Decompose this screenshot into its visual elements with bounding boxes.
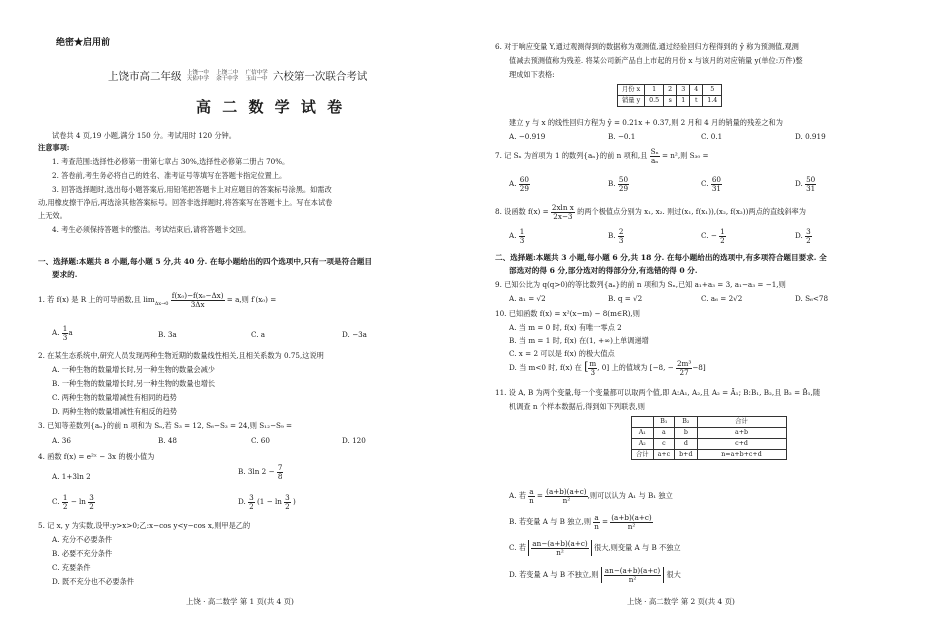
question-6-stem: 值减去预测值称为残差. 将某公司新产品自上市起的月份 x 与该月的对应销量 y(单位:万件)整 <box>509 56 803 65</box>
table-cell: a <box>653 427 675 438</box>
question-10-stem: 10. 已知函数 f(x) = x²(x−m) − 8(m∈R),则 <box>495 309 640 318</box>
option-fraction <box>528 488 534 504</box>
exam-title <box>108 70 367 83</box>
fraction-denominator: 2 <box>720 235 725 245</box>
question-11-stem: 11. 设 A, B 为两个变量,每一个变量都可以取两个值,即 A:A₁, A₂,且 A₂ = Ā₁; B:B₁, B₂,且 B₂ = B̄₁,随 <box>495 388 821 397</box>
option-letter: A. <box>509 179 517 189</box>
table-cell: 4 <box>690 85 703 96</box>
fraction-numerator: 60 <box>519 175 529 184</box>
question-7-option-a[interactable] <box>509 176 530 192</box>
fraction-denominator: 2 <box>806 235 811 245</box>
option-letter: B. 若变量 A 与 B 独立,则 <box>509 517 592 527</box>
table-row <box>618 85 722 96</box>
q7-stem-b: = n²,则 S₃₀ = <box>662 151 709 161</box>
option-letter: B. <box>608 179 616 189</box>
fraction-numerator: 2xln x <box>551 203 574 212</box>
question-8-stem <box>495 204 806 220</box>
school-name: 玉山一中 <box>245 76 268 83</box>
option-fraction <box>588 360 597 376</box>
fraction-numerator: 60 <box>711 175 721 184</box>
option-letter: A. <box>52 328 60 338</box>
fraction-denominator: 2 <box>62 501 68 511</box>
question-11-option-d[interactable] <box>509 567 681 583</box>
option-fraction <box>519 176 530 192</box>
question-7-option-d[interactable] <box>795 176 816 192</box>
table-cell: A₁ <box>632 427 654 438</box>
option-text: −8] <box>692 363 706 373</box>
question-10-option-a[interactable]: A. 当 m = 0 时, f(x) 有唯一零点 2 <box>509 323 622 332</box>
table-cell: A₂ <box>632 438 654 449</box>
school-group-3 <box>246 70 268 83</box>
option-text: (1 − ln <box>256 497 282 507</box>
question-3-stem: 3. 已知等差数列{aₙ}的前 n 项和为 Sₙ,若 S₃ = 12, S₆−S₃ = 24,则 S₁₂−S₉ = <box>38 421 293 430</box>
table-cell: s <box>664 95 677 106</box>
note-line: 上无效。 <box>38 211 67 220</box>
option-fraction <box>719 228 726 244</box>
table-cell: 1 <box>677 95 690 106</box>
question-4-option-c[interactable] <box>52 494 95 510</box>
q8-fraction <box>551 204 575 220</box>
page-footer-right: 上饶 · 高二数学 第 2 页(共 4 页) <box>627 597 735 606</box>
option-fraction <box>545 488 587 504</box>
question-10-option-c[interactable]: C. x = 2 可以是 f(x) 的极大值点 <box>509 349 615 358</box>
question-7-option-b[interactable] <box>608 176 629 192</box>
fraction-numerator: (a+b)(a+c) <box>546 487 587 496</box>
fraction-denominator: 31 <box>806 183 816 193</box>
question-10-option-b[interactable]: B. 当 m = 1 时, f(x) 在(1, +∞)上单调递增 <box>509 336 649 345</box>
option-letter: A. 若 <box>509 491 526 501</box>
q1-stem-a: 1. 若 f(x) 是 R 上的可导函数,且 lim <box>38 295 155 305</box>
page-footer-left: 上饶 · 高二数学 第 1 页(共 4 页) <box>186 597 294 606</box>
q1-lim-sub: Δx→0 <box>154 301 169 308</box>
question-1-option-a[interactable] <box>52 325 73 341</box>
fraction-numerator: 1 <box>62 493 68 502</box>
section-heading: 二、选择题:本题共 3 小题,每小题 6 分,共 18 分. 在每小题给出的选项中,有多项符合题目要求. 全 <box>495 253 827 262</box>
option-fraction <box>618 176 629 192</box>
option-text: , 0] 上的值域为 [−8, − <box>597 363 674 373</box>
fraction-denominator: 29 <box>618 183 629 193</box>
fraction-denominator: 2 <box>285 501 290 511</box>
fraction-numerator: a <box>594 513 599 522</box>
fraction-numerator: an−(a+b)(a+c) <box>604 566 661 575</box>
table-cell: 合计 <box>632 449 654 460</box>
left-column <box>38 0 463 631</box>
question-2-option-b[interactable]: B. 一种生物的数量增长时,另一种生物的数量也增长 <box>52 379 216 388</box>
q1-fraction <box>171 292 225 308</box>
question-4-option-d[interactable] <box>238 494 296 510</box>
question-4-stem: 4. 函数 f(x) = e²ˣ − 3x 的极小值为 <box>38 452 155 461</box>
option-fraction <box>610 514 652 530</box>
question-6-stem: 建立 y 与 x 的线性回归方程为 ŷ = 0.21x + 0.37,则 2 月和 4 月的销量的残差之和为 <box>509 118 783 127</box>
fraction-numerator: 3 <box>806 227 811 236</box>
q7-fraction <box>650 148 660 164</box>
fraction-numerator: 3 <box>89 493 94 502</box>
fraction-denominator: 2 <box>89 501 94 511</box>
question-7-stem <box>495 148 709 164</box>
question-4-option-a[interactable]: A. 1+3ln 2 <box>52 472 91 481</box>
table-cell: 5 <box>703 85 722 96</box>
option-fraction <box>519 228 526 244</box>
right-column <box>495 0 920 631</box>
question-6-option-d[interactable]: D. 0.919 <box>795 132 826 141</box>
section-heading: 部选对的得 6 分,部分选对的得部分分,有选错的得 0 分. <box>509 266 698 275</box>
question-9-option-d[interactable]: D. S₆<78 <box>795 294 829 303</box>
fraction-numerator: m <box>589 359 597 368</box>
question-1-option-b[interactable]: B. 3a <box>158 330 177 339</box>
option-fraction <box>805 176 816 192</box>
option-fraction <box>531 540 588 556</box>
question-3-option-a[interactable]: A. 36 <box>52 436 71 445</box>
exam-title-suffix: 六校第一次联合考试 <box>272 70 368 83</box>
fraction-numerator: 50 <box>618 175 629 184</box>
q8-stem-a: 8. 设函数 f(x) = <box>495 207 549 217</box>
question-6-stem: 理成如下表格: <box>509 70 555 79</box>
option-text: 很大,则变量 A 与 B 不独立 <box>594 543 681 553</box>
table-row <box>632 449 787 460</box>
question-8-option-c[interactable] <box>701 228 726 244</box>
table-cell: a+c <box>653 449 675 460</box>
table-cell: t <box>690 95 703 106</box>
fraction-denominator: n² <box>562 495 571 505</box>
question-7-option-c[interactable] <box>701 176 722 192</box>
option-letter: C. − <box>701 231 717 241</box>
fraction-denominator: 3 <box>590 367 596 377</box>
option-fraction <box>711 176 722 192</box>
table-row <box>632 427 787 438</box>
fraction-denominator: n² <box>628 574 637 584</box>
table-cell: 0.5 <box>645 95 664 106</box>
fraction-numerator: f(x₀)−f(x₀−Δx) <box>171 291 224 300</box>
question-9-stem: 9. 已知公比为 q(q>0)的等比数列{aₙ}的前 n 项和为 Sₙ,已知 a₁+a₃ = 3, a₁−a₃ = −1,则 <box>495 280 786 289</box>
q8-stem-b: 的两个极值点分别为 x₁, x₂. 则过(x₁, f(x₁)),(x₂, f(x₂))两点的直线斜率为 <box>577 207 806 217</box>
option-fraction <box>593 514 599 530</box>
absolute-value <box>528 540 591 556</box>
school-group-1 <box>187 70 209 83</box>
question-11-option-c[interactable] <box>509 540 681 556</box>
option-letter: D. <box>238 497 246 507</box>
question-8-option-d[interactable] <box>795 228 812 244</box>
question-5-stem: 5. 记 x, y 为实数,设甲:y>x>0;乙:x−cos y<y−cos x,则甲是乙的 <box>38 521 251 530</box>
fraction-denominator: 2 <box>249 501 254 511</box>
option-text: 很大 <box>666 570 681 580</box>
question-3-option-d[interactable]: D. 120 <box>342 436 366 445</box>
question-1-option-c[interactable]: C. a <box>251 330 266 339</box>
question-8-option-a[interactable] <box>509 228 525 244</box>
q7-stem-a: 7. 记 Sₙ 为首项为 1 的数列{aₙ}的前 n 项和,且 <box>495 151 648 161</box>
note-line: 3. 回答选择题时,选出每小题答案后,用铅笔把答题卡上对应题目的答案标号涂黑。如需改 <box>52 185 332 194</box>
question-11-option-b[interactable]: B. 若变量 A 与 B 独立,则 $\frac{a}{n}$ = $\frac{(a+b)(a+c)}{\text{n²}}$ <box>509 513 652 531</box>
absolute-value <box>601 567 664 583</box>
option-letter: B. 3ln 2 − <box>238 467 275 477</box>
option-text: ) <box>293 497 296 507</box>
school-name: 广信中学 <box>245 70 268 76</box>
intro-text: 试卷共 4 页,19 小题,满分 150 分。考试用时 120 分钟。 <box>52 131 236 140</box>
option-letter: D. <box>795 231 803 241</box>
school-group-2 <box>216 70 238 83</box>
table-cell: B₁ <box>653 417 675 428</box>
option-suffix: a <box>68 328 73 338</box>
secret-label: 绝密★启用前 <box>56 38 111 48</box>
table-cell: c+d <box>697 438 786 449</box>
table-cell: a+b <box>697 427 786 438</box>
table-cell: 合计 <box>697 417 786 428</box>
option-letter: C. 若 <box>509 543 526 553</box>
fraction-denominator: 2x−3 <box>553 211 573 221</box>
table-cell: n=a+b+c+d <box>697 449 786 460</box>
table-row <box>632 417 787 428</box>
question-6-stem: 6. 对于响应变量 Y,通过观测得到的数据称为观测值,通过经验回归方程得到的 ŷ 称为预测值,观测 <box>495 42 799 51</box>
question-9-option-c[interactable]: C. a₆ = 2√2 <box>701 294 743 303</box>
question-10-option-d[interactable] <box>509 360 706 376</box>
table-cell: 3 <box>677 85 690 96</box>
question-1-option-d[interactable]: D. −3a <box>342 330 367 339</box>
fraction-numerator: 50 <box>806 175 816 184</box>
fraction-denominator: 3 <box>519 235 525 245</box>
table-row <box>632 438 787 449</box>
question-11-stem: 机调查 n 个样本数据后,得到如下列联表,则 <box>509 402 645 411</box>
question-11-option-a[interactable]: A. 若 $\frac{a}{n}$ = $\frac{(a+b)(a+c)}{\text{n²}}$ ,则可以认为 A₁ 与 B₁ 独立 <box>509 487 673 505</box>
fraction-denominator: 8 <box>277 471 283 481</box>
fraction-numerator: 1 <box>720 227 725 236</box>
option-fraction <box>805 228 812 244</box>
question-5-option-a[interactable]: A. 充分不必要条件 <box>52 535 113 544</box>
fraction-numerator: 3 <box>285 493 290 502</box>
fraction-denominator: 3 <box>62 332 68 342</box>
option-letter: C. <box>701 179 709 189</box>
contingency-table <box>631 416 787 460</box>
table-row <box>618 95 722 106</box>
fraction-denominator: aₙ <box>650 155 659 165</box>
table-cell: b+d <box>675 449 697 460</box>
option-text: − ln <box>70 497 86 507</box>
exam-title-prefix: 上饶市高二年级 <box>108 70 182 83</box>
question-9-option-b[interactable]: B. q = √2 <box>608 294 643 303</box>
option-letter: D. <box>795 179 803 189</box>
option-fraction <box>676 360 692 376</box>
fraction-numerator: an−(a+b)(a+c) <box>532 539 588 548</box>
fraction-numerator: 7 <box>277 463 283 472</box>
school-name: 余干中学 <box>216 76 239 83</box>
table-cell: b <box>675 427 697 438</box>
note-line: 动,用橡皮擦干净后,再选涂其他答案标号。回答非选择题时,将答案写在答题卡上。写在本试卷 <box>38 198 333 207</box>
fraction-numerator: Sₙ <box>650 147 659 156</box>
paper-title: 高 二 数 学 试 卷 <box>196 98 346 116</box>
question-2-option-a[interactable]: A. 一种生物的数量增长时,另一种生物的数量会减少 <box>52 365 215 374</box>
table-cell: 1.4 <box>703 95 722 106</box>
option-letter: B. <box>608 231 616 241</box>
fraction-numerator: 3 <box>249 493 254 502</box>
fraction-denominator: n <box>594 521 599 531</box>
question-8-option-b[interactable] <box>608 228 624 244</box>
question-5-option-d[interactable]: D. 既不充分也不必要条件 <box>52 577 134 586</box>
section-heading: 一、选择题:本题共 8 小题,每小题 5 分,共 40 分. 在每小题给出的四个选项中,只有一项是符合题目 <box>38 257 372 266</box>
fraction-denominator: 3Δx <box>190 299 205 309</box>
sales-table <box>617 84 722 107</box>
fraction-denominator: 27 <box>679 367 689 377</box>
table-cell <box>632 417 654 428</box>
question-2-stem: 2. 在某生态系统中,研究人员发现两种生物近期的数量线性相关,且相关系数为 0.75,这说明 <box>38 351 324 360</box>
fraction-numerator: 1 <box>62 324 68 333</box>
option-text: ,则可以认为 A₁ 与 B₁ 独立 <box>587 491 673 501</box>
question-2-option-d[interactable]: D. 两种生物的数量增减性有相反的趋势 <box>52 407 178 416</box>
question-3-option-c[interactable]: C. 60 <box>251 436 270 445</box>
table-cell: 2 <box>664 85 677 96</box>
section-heading: 要求的. <box>52 270 78 279</box>
option-fraction <box>248 494 255 510</box>
fraction-numerator: (a+b)(a+c) <box>611 513 652 522</box>
note-line: 2. 答卷前,考生务必将自己的姓名、准考证号等填写在答题卡指定位置上。 <box>52 171 287 180</box>
note-line: 4. 考生必须保持答题卡的整洁。考试结束后,请将答题卡交回。 <box>52 225 251 234</box>
bracket-left: [ <box>584 360 589 374</box>
table-cell: 月份 x <box>618 85 645 96</box>
fraction-denominator: n² <box>627 521 636 531</box>
fraction-numerator: 2m³ <box>676 359 692 368</box>
school-name: 天佑中学 <box>186 76 209 83</box>
option-letter: A. <box>509 231 517 241</box>
fraction-numerator: 2 <box>618 227 624 236</box>
table-cell: B₂ <box>675 417 697 428</box>
option-letter: D. 当 m<0 时, f(x) 在 <box>509 363 582 373</box>
option-fraction <box>618 228 625 244</box>
question-6-option-a[interactable]: A. −0.919 <box>509 132 546 141</box>
option-fraction <box>277 464 284 480</box>
question-5-option-b[interactable]: B. 必要不充分条件 <box>52 549 113 558</box>
question-9-option-a[interactable]: A. a₁ = √2 <box>509 294 546 303</box>
table-cell: c <box>653 438 675 449</box>
question-6-option-b[interactable]: B. −0.1 <box>608 132 636 141</box>
option-fraction <box>604 567 661 583</box>
option-fraction <box>284 494 291 510</box>
question-2-option-c[interactable]: C. 两种生物的数量增减性有相同的趋势 <box>52 393 177 402</box>
option-fraction <box>88 494 95 510</box>
question-3-option-b[interactable]: B. 48 <box>158 436 177 445</box>
question-5-option-c[interactable]: C. 充要条件 <box>52 563 91 572</box>
school-name: 上饶一中 <box>186 70 209 76</box>
fraction-denominator: n <box>529 495 534 505</box>
note-line: 1. 考查范围:选择性必修第一册第七章占 30%,选择性必修第二册占 70%。 <box>52 157 290 166</box>
fraction-denominator: 3 <box>618 235 624 245</box>
school-name: 上饶二中 <box>216 70 239 76</box>
fraction-denominator: 29 <box>519 183 529 193</box>
option-letter: D. 若变量 A 与 B 不独立,则 <box>509 570 599 580</box>
fraction-denominator: 31 <box>711 183 721 193</box>
table-cell: 1 <box>645 85 664 96</box>
table-cell: 销量 y <box>618 95 645 106</box>
question-4-option-b[interactable] <box>238 464 283 480</box>
fraction-denominator: n² <box>556 547 564 557</box>
fraction-numerator: a <box>529 487 534 496</box>
notes-title: 注意事项: <box>38 143 70 152</box>
option-fraction <box>62 494 69 510</box>
table-cell: d <box>675 438 697 449</box>
fraction-numerator: 1 <box>519 227 525 236</box>
question-1-stem <box>38 292 276 308</box>
question-6-option-c[interactable]: C. 0.1 <box>701 132 723 141</box>
q1-stem-b: = a,则 f′(x₀) = <box>226 295 277 305</box>
option-letter: C. <box>52 497 60 507</box>
